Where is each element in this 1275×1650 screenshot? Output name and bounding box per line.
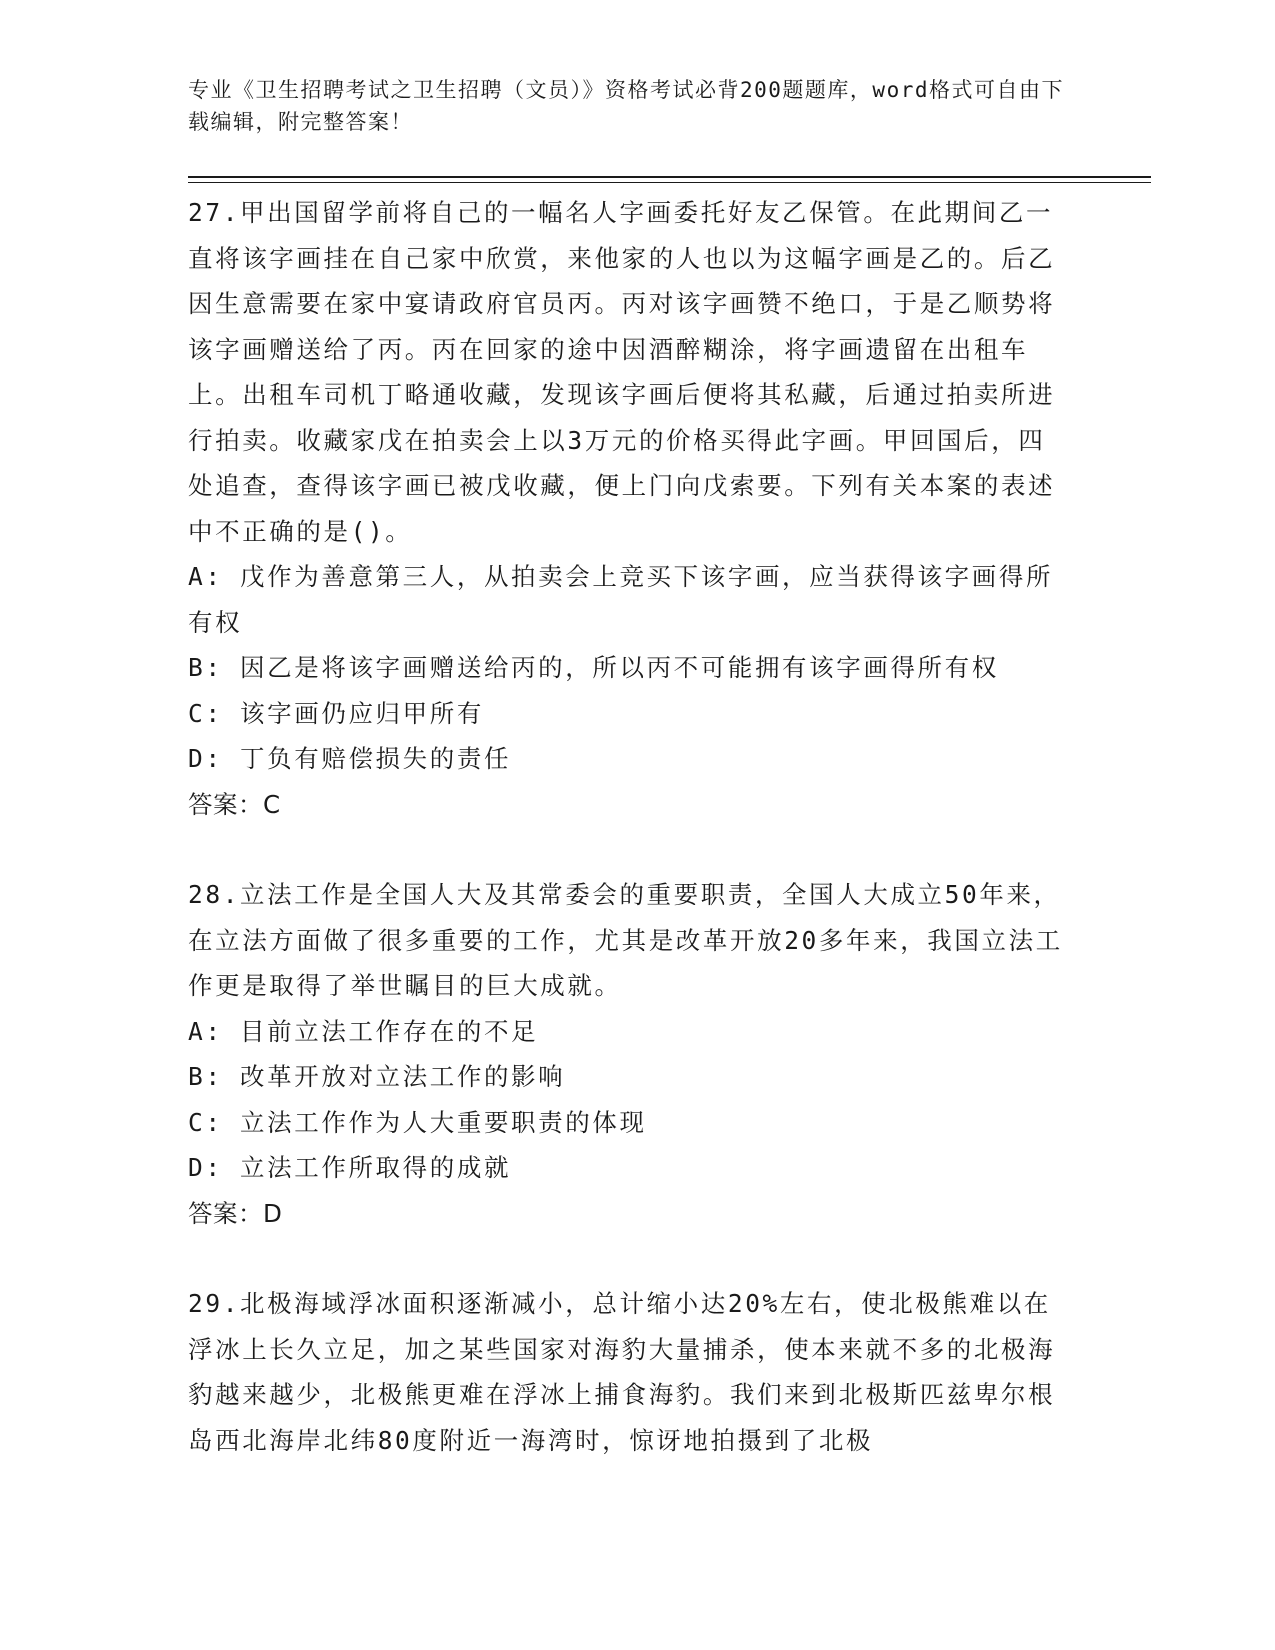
answer-label: 答案：D	[188, 1198, 283, 1228]
option-b: B: 因乙是将该字画赠送给丙的，所以丙不可能拥有该字画得所有权	[188, 653, 999, 682]
answer-label: 答案：C	[188, 789, 281, 819]
question-text: 28.立法工作是全国人大及其常委会的重要职责，全国人大成立50年来，在立法方面做了很多重要的工作，尤其是改革开放20多年来，我国立法工作更是取得了举世瞩目的巨大成就。	[188, 880, 1063, 1000]
option-a: A: 目前立法工作存在的不足	[188, 1016, 539, 1046]
option-c: C: 该字画仍应归甲所有	[188, 698, 484, 728]
question-text: 27.甲出国留学前将自己的一幅名人字画委托好友乙保管。在此期间乙一直将该字画挂在自己家中欣赏，来他家的人也以为这幅字画是乙的。后乙因生意需要在家中宴请政府官员丙。丙对该字画赞不绝口，于是乙顺势将该字画赠送给了丙。丙在回家的途中因酒醉糊涂，将字画遗留在出租车上。出租车司机丁略通收藏，发现该字画后便将其私藏，后通过拍卖所进行拍卖。收藏家戊在拍卖会上以3万元的价格买得此字画。甲回国后，四处追查，查得该字画已被戊收藏，便上门向戊索要。下列有关本案的表述中不正确的是()。	[188, 198, 1056, 546]
question-text: 29.北极海域浮冰面积逐渐减小，总计缩小达20%左右，使北极熊难以在浮冰上长久立足，加之某些国家对海豹大量捕杀，使本来就不多的北极海豹越来越少，北极熊更难在浮冰上捕食海豹。我们来到北极斯匹兹卑尔根岛西北海岸北纬80度附近一海湾时，惊讶地拍摄到了北极	[188, 1289, 1056, 1455]
option-b: B: 改革开放对立法工作的影响	[188, 1062, 566, 1091]
option-a: A: 戊作为善意第三人，从拍卖会上竞买下该字画，应当获得该字画得所有权	[188, 562, 1054, 637]
header-divider-thin	[188, 182, 1151, 183]
question-27	[188, 190, 1068, 827]
question-28	[188, 872, 1068, 1236]
question-29	[188, 1281, 1068, 1463]
question-list	[188, 190, 1068, 1463]
option-d: D: 立法工作所取得的成就	[188, 1153, 512, 1182]
option-d: D: 丁负有赔偿损失的责任	[188, 744, 512, 773]
document-header: 专业《卫生招聘考试之卫生招聘（文员）》资格考试必背200题题库，word格式可自由下载编辑，附完整答案！	[188, 78, 1064, 134]
option-c: C: 立法工作作为人大重要职责的体现	[188, 1107, 647, 1137]
header-divider-thick	[188, 176, 1151, 178]
